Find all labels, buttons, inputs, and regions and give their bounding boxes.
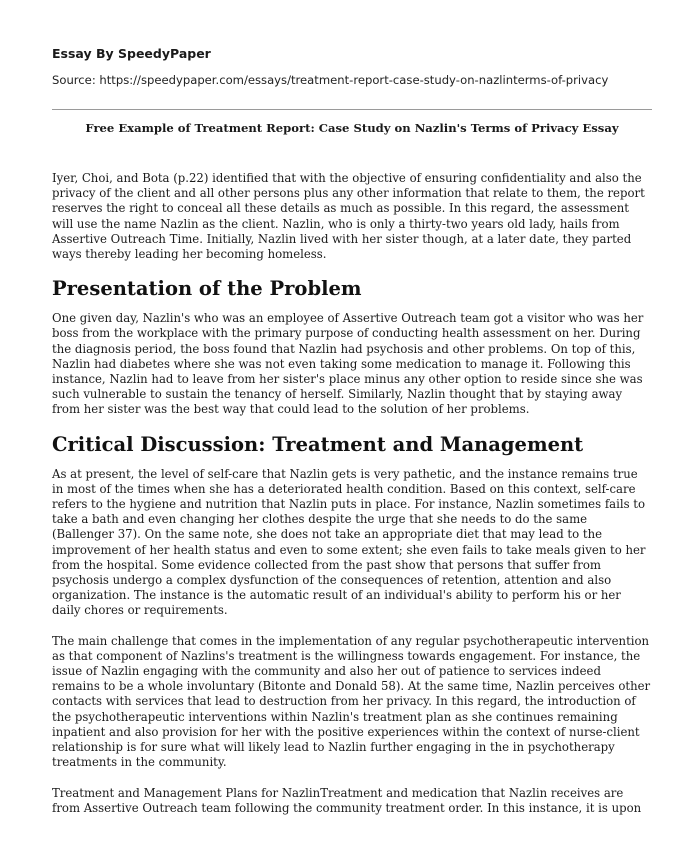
section-heading-critical-discussion: Critical Discussion: Treatment and Management [52, 432, 584, 456]
source-url[interactable]: Source: https://speedypaper.com/essays/treatment-report-case-study-on-nazlinterms-of-privacy [52, 73, 609, 87]
essay-title: Free Example of Treatment Report: Case Study on Nazlin's Terms of Privacy Essay [85, 121, 619, 135]
essay-body [52, 171, 652, 831]
section-paragraph: Treatment and Management Plans for NazlinTreatment and medication that Nazlin receives are from Assertive Outreach team following the community treatment order. In this instance, it is upon [52, 785, 642, 815]
section-paragraph: The main challenge that comes in the implementation of any regular psychotherapeutic intervention as that component of Nazlins's treatment is the willingness towards engagement. For instance, the issue of Nazlin engaging with the community and also her out of patience to services indeed remains to be a whole involuntary (Bitonte and Donald 58). At the same time, Nazlin perceives other contacts with services that lead to destruction from her privacy. In this regard, the introduction of the psychotherapeutic interventions within Nazlin's treatment plan as she continues remaining inpatient and also provision for her with the positive experiences within the context of nurse-client relationship is for sure what will likely lead to Nazlin further engaging in the in psychotherapy treatments in the community. [52, 633, 651, 770]
section-paragraph: One given day, Nazlin's who was an employee of Assertive Outreach team got a visitor who was her boss from the workplace with the primary purpose of conducting health assessment on her. During the diagnosis period, the boss found that Nazlin had psychosis and other problems. On top of this, Nazlin had diabetes where she was not even taking some medication to manage it. Following this instance, Nazlin had to leave from her sister's place minus any other option to reside since she was such vulnerable to sustain the tenancy of herself. Similarly, Nazlin thought that by staying away from her sister was the best way that could lead to the solution of her problems. [52, 311, 644, 417]
section-paragraph: As at present, the level of self-care that Nazlin gets is very pathetic, and the instance remains true in most of the times when she has a deteriorated health condition. Based on this context, self-care refers to the hygiene and nutrition that Nazlin puts in place. For instance, Nazlin sometimes fails to take a bath and even changing her clothes despite the urge that she needs to do the same (Ballenger 37). On the same note, she does not take an appropriate diet that may lead to the improvement of her health status and even to some extent; she even fails to take meals given to her from the hospital. Some evidence collected from the past show that persons that suffer from psychosis undergo a complex dysfunction of the consequences of retention, attention and also organization. The instance is the automatic result of an individual's ability to perform his or her daily chores or requirements. [52, 466, 646, 618]
brand-label: Essay By SpeedyPaper [52, 46, 211, 61]
header-divider [52, 109, 652, 110]
intro-paragraph: Iyer, Choi, and Bota (p.22) identified that with the objective of ensuring confidentiality and also the privacy of the client and all other persons plus any other information that relate to them, the report reserves the right to conceal all these details as much as possible. In this regard, the assessment will use the name Nazlin as the client. Nazlin, who is only a thirty-two years old lady, hails from Assertive Outreach Time. Initially, Nazlin lived with her sister though, at a later date, they parted ways thereby leading her becoming homeless. [52, 171, 645, 262]
section-heading-presentation: Presentation of the Problem [52, 277, 362, 301]
